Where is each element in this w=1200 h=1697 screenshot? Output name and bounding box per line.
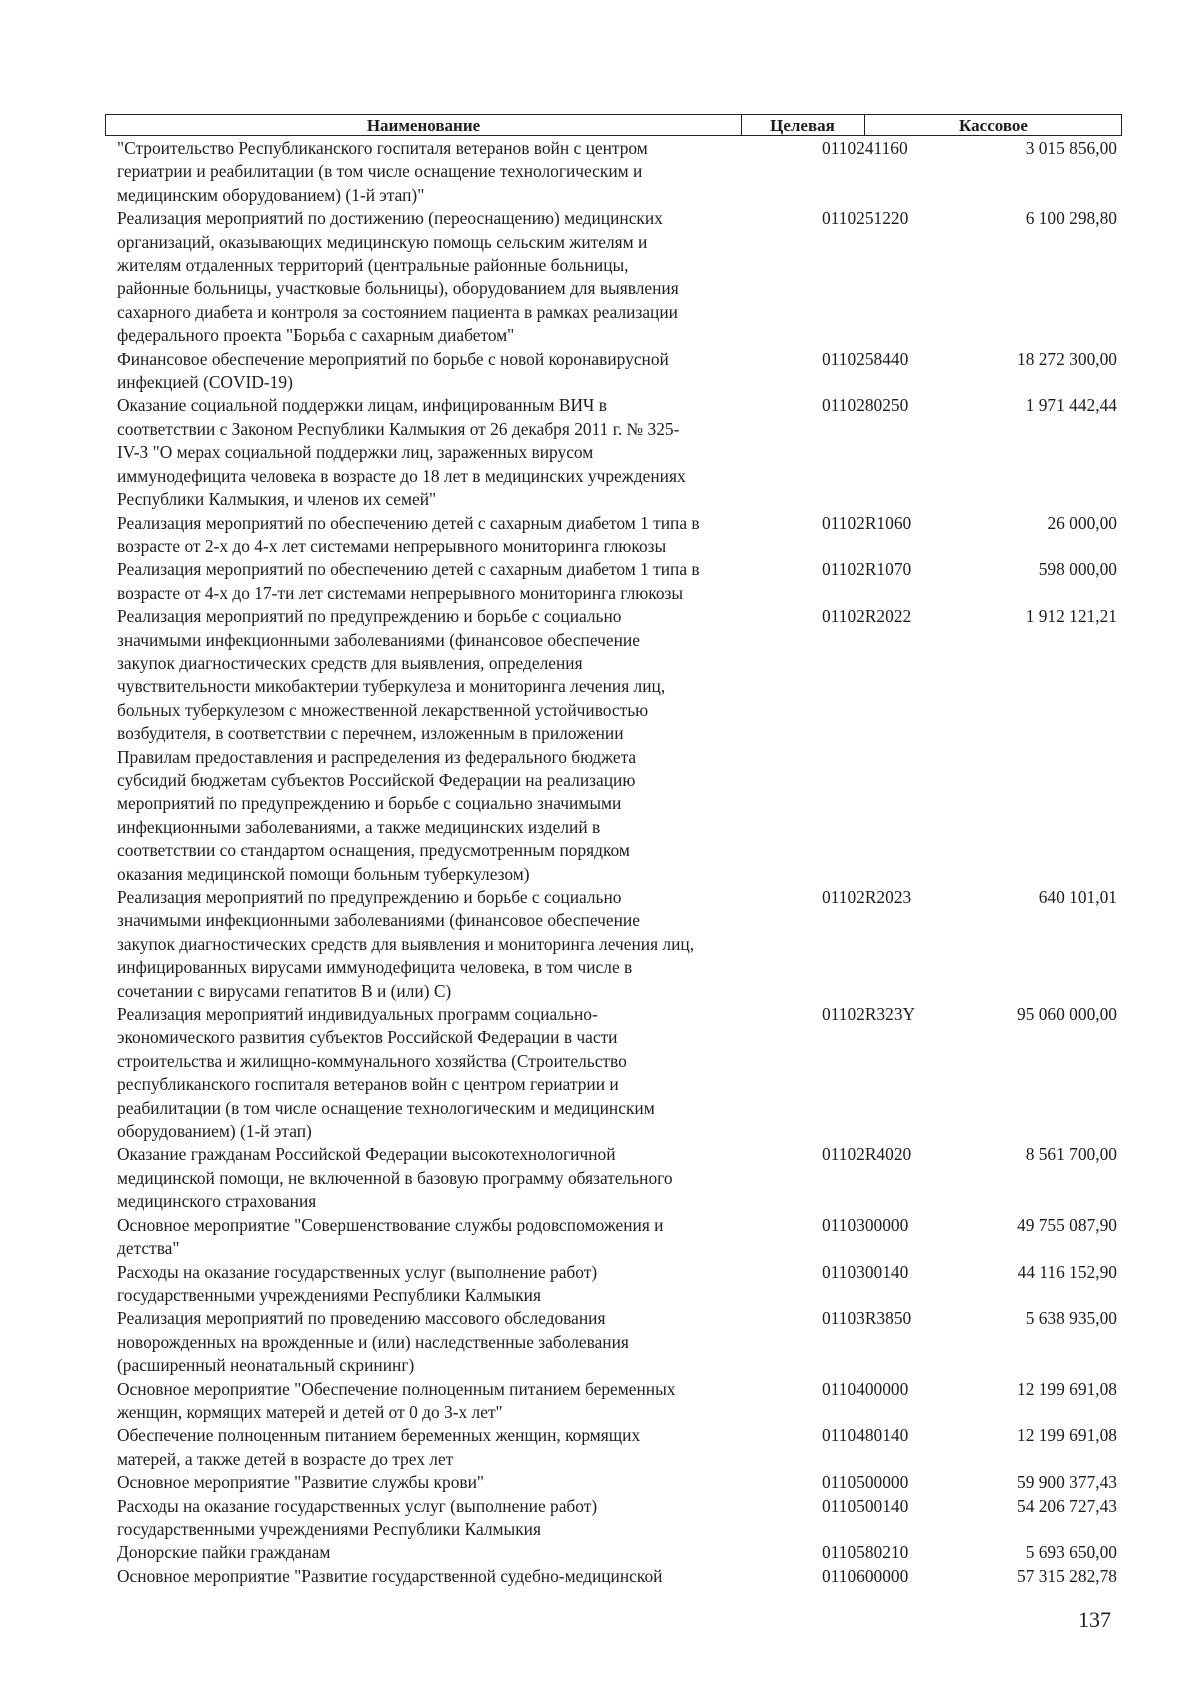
row-amount: 1 971 442,44: [1025, 395, 1117, 416]
row-name: Реализация мероприятий индивидуальных программ социально- экономического развития субъектов Российской Федерации в части строительства и жилищно-коммунального хозяйства (Строительство республиканского госпиталя ветеранов войн с центром гериатрии и реабилитации (в том числе оснащение технологическим и медицинским оборудованием) (1-й этап): [117, 1004, 655, 1142]
column-header-amount: Кассовое: [959, 116, 1028, 135]
table-header: [105, 114, 1122, 136]
row-amount: 44 116 152,90: [1017, 1261, 1117, 1282]
table-row: [117, 605, 1117, 886]
row-code: 01102R2023: [822, 887, 912, 907]
row-name: Реализация мероприятий по проведению массового обследования новорожденных на врожденные и (или) наследственные заболевания (расширенный неонатальный скрининг): [117, 1308, 629, 1376]
table-row: [117, 886, 1117, 1003]
row-amount: 6 100 298,80: [1025, 208, 1117, 229]
row-name: Обеспечение полноценным питанием беременных женщин, кормящих матерей, а также детей в возрасте до трех лет: [117, 1425, 641, 1469]
column-header-code: Целевая: [770, 116, 835, 135]
row-name: Реализация мероприятий по предупреждению и борьбе с социально значимыми инфекционными заболеваниями (финансовое обеспечение закупок диагностических средств для выявления, определения чувствительности микобактерии туберкулеза и мониторинга лечения лиц, больных туберкулезом с множественной лекарственной устойчивостью возбудителя, в соответствии с перечнем, изложенным в приложении Правилам предоставления и распределения из федерального бюджета субсидий бюджетам субъектов Российской Федерации на реализацию мероприятий по предупреждению и борьбе с социально значимыми инфекционными заболеваниями, а также медицинских изделий в соответствии со стандартом оснащения, предусмотренным порядком оказания медицинской помощи больным туберкулезом): [117, 606, 666, 884]
table-row: [117, 207, 1117, 347]
row-code: 0110580210: [822, 1542, 909, 1563]
table-row: [117, 1471, 1117, 1494]
table-row: [117, 1261, 1117, 1308]
row-code: 0110251220: [822, 208, 909, 229]
row-amount: 12 199 691,08: [1017, 1378, 1117, 1399]
row-name: Реализация мероприятий по обеспечению детей с сахарным диабетом 1 типа в возрасте от 4-х до 17-ти лет системами непрерывного мониторинга глюкозы: [117, 559, 700, 603]
row-code: 0110500140: [822, 1495, 909, 1516]
row-code: 01102R4020: [822, 1144, 912, 1165]
table-row: [117, 1541, 1117, 1564]
row-amount: 95 060 000,00: [1017, 1004, 1117, 1025]
table-row: [117, 1214, 1117, 1261]
row-code: 01102R2022: [822, 606, 912, 627]
row-name: Расходы на оказание государственных услуг (выполнение работ) государственными учреждениями Республики Калмыкия: [117, 1495, 598, 1539]
row-amount: 57 315 282,78: [1017, 1565, 1117, 1586]
row-amount: 26 000,00: [1047, 512, 1117, 533]
table-row: [117, 1143, 1117, 1213]
row-amount: 1 912 121,21: [1025, 606, 1117, 627]
row-amount: 54 206 727,43: [1017, 1495, 1117, 1516]
row-name: Реализация мероприятий по предупреждению и борьбе с социально значимыми инфекционными заболеваниями (финансовое обеспечение закупок диагностических средств для выявления и мониторинга лечения лиц, инфицированных вирусами иммунодефицита человека, в том числе в сочетании с вирусами гепатитов В и (или) С): [117, 887, 695, 1001]
row-amount: 59 900 377,43: [1017, 1472, 1117, 1493]
row-amount: 640 101,01: [1038, 887, 1117, 907]
table-row: [117, 1424, 1117, 1471]
table-row: [117, 1378, 1117, 1425]
row-code: 0110241160: [822, 138, 908, 158]
row-amount: 3 015 856,00: [1025, 138, 1117, 158]
table-row: [117, 394, 1117, 511]
row-code: 0110400000: [822, 1378, 909, 1399]
row-code: 0110280250: [822, 395, 909, 416]
table-row: [117, 1003, 1117, 1143]
row-code: 01103R3850: [822, 1308, 912, 1329]
row-name: Основное мероприятие "Развитие службы крови": [117, 1472, 485, 1493]
row-amount: 5 638 935,00: [1025, 1308, 1117, 1329]
row-name: Основное мероприятие "Развитие государственной судебно-медицинской: [117, 1565, 663, 1586]
row-amount: 18 272 300,00: [1017, 348, 1117, 369]
row-code: 01102R1060: [822, 512, 912, 533]
row-name: Реализация мероприятий по достижению (переоснащению) медицинских организаций, оказывающих медицинскую помощь сельским жителям и жителям отдаленных территорий (центральные районные больницы, районные больницы, участковые больницы), оборудованием для выявления сахарного диабета и контроля за состоянием пациента в рамках реализации федерального проекта "Борьба с сахарным диабетом": [117, 208, 679, 346]
row-amount: 8 561 700,00: [1025, 1144, 1117, 1165]
row-name: Оказание социальной поддержки лицам, инфицированным ВИЧ в соответствии с Законом Республики Калмыкия от 26 декабря 2011 г. № 325- IV-З "О мерах социальной поддержки лиц, зараженных вирусом иммунодефицита человека в возрасте до 18 лет в медицинских учреждениях Республики Калмыкия, и членов их семей": [117, 395, 686, 510]
row-name: Донорские пайки гражданам: [117, 1542, 331, 1563]
row-name: Основное мероприятие "Совершенствование службы родовспоможения и детства": [117, 1214, 664, 1259]
row-code: 01102R323Y: [822, 1004, 916, 1025]
table-row: [117, 137, 1117, 207]
table-row: [117, 348, 1117, 395]
table-row: [117, 1495, 1117, 1542]
column-header-name: Наименование: [366, 116, 481, 135]
table-row: [117, 512, 1117, 559]
table-body: [117, 137, 1117, 1588]
row-amount: 12 199 691,08: [1017, 1425, 1117, 1446]
row-name: Финансовое обеспечение мероприятий по борьбе с новой коронавирусной инфекцией (COVID-19): [117, 348, 669, 393]
row-name: "Строительство Республиканского госпиталя ветеранов войн с центром гериатрии и реабилитации (в том числе оснащение технологическим и медицинским оборудованием) (1-й этап)": [117, 138, 648, 205]
row-amount: 5 693 650,00: [1025, 1542, 1117, 1563]
row-name: Реализация мероприятий по обеспечению детей с сахарным диабетом 1 типа в возрасте от 2-х до 4-х лет системами непрерывного мониторинга глюкозы: [117, 512, 700, 556]
page-number: 137: [1078, 1607, 1111, 1632]
table-row: [117, 558, 1117, 605]
row-code: 0110500000: [822, 1472, 909, 1493]
row-code: 0110300140: [822, 1261, 909, 1282]
table-row: [117, 1307, 1117, 1377]
row-name: Расходы на оказание государственных услуг (выполнение работ) государственными учреждениями Республики Калмыкия: [117, 1261, 598, 1305]
row-amount: 49 755 087,90: [1017, 1214, 1117, 1235]
row-code: 0110480140: [822, 1425, 909, 1446]
row-amount: 598 000,00: [1038, 559, 1117, 580]
row-name: Основное мероприятие "Обеспечение полноценным питанием беременных женщин, кормящих матерей и детей от 0 до 3-х лет": [117, 1378, 676, 1422]
table-row: [117, 1565, 1117, 1588]
row-code: 0110258440: [822, 348, 909, 369]
row-name: Оказание гражданам Российской Федерации высокотехнологичной медицинской помощи, не включенной в базовую программу обязательного медицинского страхования: [117, 1144, 673, 1212]
row-code: 0110300000: [822, 1214, 909, 1235]
row-code: 01102R1070: [822, 559, 912, 580]
row-code: 0110600000: [822, 1565, 909, 1586]
